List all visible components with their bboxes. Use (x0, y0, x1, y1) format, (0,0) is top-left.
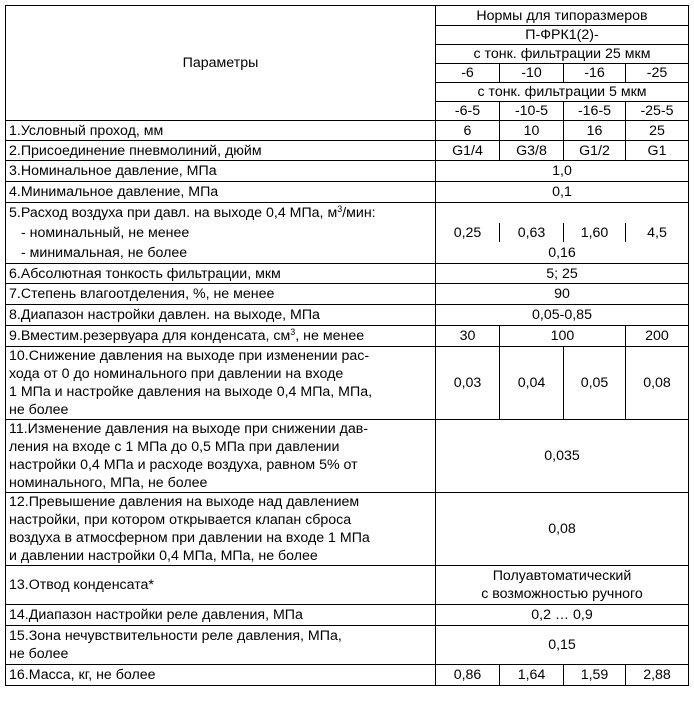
r10-line: хода от 0 до номинального при давлении на входе (9, 366, 344, 382)
size25-cell: -10 (500, 64, 564, 83)
value-cell: 0,05 (564, 347, 626, 420)
table-row (6, 326, 689, 347)
table-row (6, 305, 689, 326)
table-row (6, 203, 689, 224)
size25-cell: -16 (564, 64, 626, 83)
specifications-table (5, 5, 689, 686)
value-cell: 16 (564, 121, 626, 141)
r11-line: номинального, МПа, не более (9, 475, 208, 491)
r5-label-end: /мин: (342, 205, 376, 221)
value-cell: 100 (500, 326, 626, 347)
row-label-r11 (6, 420, 436, 493)
row-label: 3.Номинальное давление, МПа (6, 161, 436, 182)
table-row (6, 605, 689, 626)
table-row (6, 141, 689, 161)
table-row (6, 242, 689, 264)
value-cell: 0,63 (500, 223, 564, 242)
r5-sub2-cell (6, 242, 436, 264)
fine25-header: с тонк. фильтрации 25 мкм (436, 45, 689, 64)
table-row (6, 420, 689, 493)
header-row-norms (6, 6, 689, 26)
table-row (6, 284, 689, 305)
row-label-r15 (6, 626, 436, 665)
value-cell: 5; 25 (436, 264, 689, 284)
row-label: 14.Диапазон настройки реле давления, МПа (6, 605, 436, 626)
r5-sub1: - номинальный, не менее (21, 224, 190, 241)
value-cell: 0,2 … 0,9 (436, 605, 689, 626)
r9-label-end: , не менее (295, 328, 365, 344)
row-label-r5 (6, 203, 436, 224)
table-row (6, 566, 689, 605)
r12-line: воздуха в атмосферном при давлении на входе 1 МПа (9, 530, 370, 546)
row-label-r9 (6, 326, 436, 347)
value-cell: 30 (436, 326, 500, 347)
r10-line: не более (9, 402, 69, 418)
params-header: Параметры (182, 55, 259, 71)
r9-label-sup: 3 (290, 327, 296, 337)
r11-line: ления на входе с 1 МПа до 0,5 МПа при давлении (9, 439, 340, 455)
value-cell: G1 (626, 141, 689, 161)
table-row (6, 264, 689, 284)
spec-table-wrapper (5, 5, 689, 686)
r11-line: 11.Изменение давления на выходе при снижении дав- (9, 421, 369, 437)
table-row (6, 161, 689, 182)
row-label: 6.Абсолютная тонкость фильтрации, мкм (6, 264, 436, 284)
value-cell: 1,0 (436, 161, 689, 182)
value-cell: 0,25 (436, 223, 500, 242)
r5-sub1-cell (6, 223, 436, 242)
empty-cell (436, 203, 689, 224)
value-cell: 0,15 (436, 626, 689, 665)
row-label: 8.Диапазон настройки давлен. на выходе, МПа (6, 305, 436, 326)
table-row (6, 223, 689, 242)
row-label: 4.Минимальное давление, МПа (6, 182, 436, 203)
value-cell: 90 (436, 284, 689, 305)
r5-label-main: 5.Расход воздуха при давл. на выходе 0,4 МПа, м (9, 205, 338, 221)
row-label-r12 (6, 493, 436, 566)
size5-cell: -10-5 (500, 102, 564, 121)
size25-cell: -6 (436, 64, 500, 83)
norms-header: Нормы для типоразмеров (436, 6, 689, 26)
value-cell: 25 (626, 121, 689, 141)
row-label: 13.Отвод конденсата* (6, 566, 436, 605)
size25-cell: -25 (626, 64, 689, 83)
r5-label-sup: 3 (337, 204, 343, 214)
value-cell: 2,88 (626, 665, 689, 686)
value-cell: 0,1 (436, 182, 689, 203)
table-row (6, 493, 689, 566)
value-cell-r13 (436, 566, 689, 605)
value-cell: 0,03 (436, 347, 500, 420)
value-cell: 200 (626, 326, 689, 347)
r9-label-main: 9.Вместим.резервуара для конденсата, см (9, 328, 291, 344)
table-row (6, 347, 689, 420)
value-cell: 0,05-0,85 (436, 305, 689, 326)
value-cell: 1,60 (564, 223, 626, 242)
r12-line: 12.Превышение давления на выходе над давлением (9, 494, 360, 510)
row-label: 2.Присоединение пневмолиний, дюйм (6, 141, 436, 161)
params-header-cell (6, 6, 436, 121)
value-cell: 0,04 (500, 347, 564, 420)
table-row (6, 665, 689, 686)
r15-line: 15.Зона нечувствительности реле давления, МПа, (9, 628, 342, 644)
value-cell: 0,16 (436, 242, 689, 264)
row-label: 1.Условный проход, мм (6, 121, 436, 141)
value-cell: 0,08 (626, 347, 689, 420)
fine5-header: с тонк. фильтрации 5 мкм (436, 83, 689, 102)
r10-line: 10.Снижение давления на выходе при изменении рас- (9, 348, 370, 364)
row-label: 16.Масса, кг, не более (6, 665, 436, 686)
value-cell: 4,5 (626, 223, 689, 242)
value-cell: 6 (436, 121, 500, 141)
size5-cell: -16-5 (564, 102, 626, 121)
value-cell: G1/4 (436, 141, 500, 161)
size5-cell: -6-5 (436, 102, 500, 121)
r15-line: не более (9, 646, 69, 662)
value-cell: 0,08 (436, 493, 689, 566)
r5-sub2: - минимальная, не более (21, 244, 188, 261)
row-label: 7.Степень влагоотделения, %, не менее (6, 284, 436, 305)
value-cell: 10 (500, 121, 564, 141)
table-row (6, 626, 689, 665)
r12-line: и давлении настройки 0,4 МПа, МПа, не более (9, 548, 318, 564)
value-cell: 0,035 (436, 420, 689, 493)
r11-line: настройки 0,4 МПа и расходе воздуха, равном 5% от (9, 457, 358, 473)
table-row (6, 182, 689, 203)
size5-cell: -25-5 (626, 102, 689, 121)
value-cell: 1,64 (500, 665, 564, 686)
value-cell: 0,86 (436, 665, 500, 686)
row-label-r10 (6, 347, 436, 420)
value-cell: G3/8 (500, 141, 564, 161)
r10-line: 1 МПа и настройке давления на выходе 0,4 МПа, МПа, (9, 384, 373, 400)
model-header: П-ФРК1(2)- (436, 26, 689, 45)
value-cell: G1/2 (564, 141, 626, 161)
value-cell: 1,59 (564, 665, 626, 686)
r13-value-line1: Полуавтоматический (492, 568, 632, 584)
table-row (6, 121, 689, 141)
r12-line: настройки, при котором открывается клапан сброса (9, 512, 352, 528)
r13-value-line2: с возможностью ручного (481, 586, 643, 602)
